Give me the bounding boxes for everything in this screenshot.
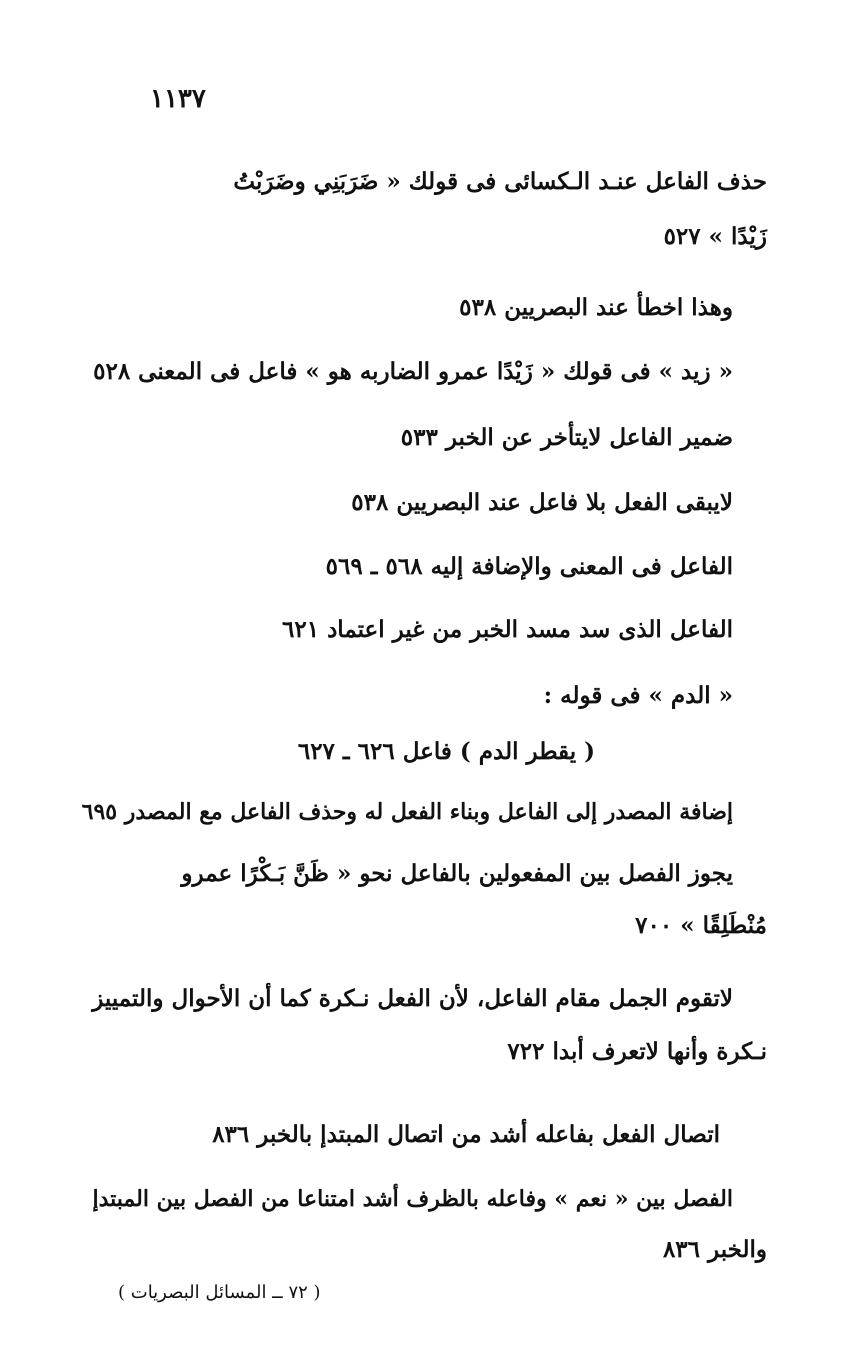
index-line: زَيْدًا » ٥٢٧ bbox=[663, 223, 767, 250]
index-line: ( يقطر الدم ) فاعل ٦٢٦ ـ ٦٢٧ bbox=[297, 738, 595, 765]
index-line: نـكرة وأنها لاتعرف أبدا ٧٢٢ bbox=[507, 1038, 767, 1065]
index-line: الفاعل الذى سد مسد الخبر من غير اعتماد ٦٢١ bbox=[282, 616, 733, 643]
index-line: الفاعل فى المعنى والإضافة إليه ٥٦٨ ـ ٥٦٩ bbox=[325, 553, 733, 580]
index-line: « زيد » فى قولك « زَيْدًا عمرو الضاربه هو » فاعل فى المعنى ٥٢٨ bbox=[93, 358, 733, 385]
index-line: ضمير الفاعل لايتأخر عن الخبر ٥٣٣ bbox=[400, 424, 733, 451]
index-line: مُنْطَلِقًا » ٧٠٠ bbox=[635, 912, 767, 939]
index-line: اتصال الفعل بفاعله أشد من اتصال المبتدإ بالخبر ٨٣٦ bbox=[212, 1121, 720, 1148]
page-number: ١١٣٧ bbox=[150, 84, 206, 114]
footer-signature: ( ٧٢ ــ المسائل البصريات ) bbox=[118, 1282, 321, 1303]
index-line: إضافة المصدر إلى الفاعل وبناء الفعل له وحذف الفاعل مع المصدر ٦٩٥ bbox=[81, 799, 733, 825]
index-line: لايبقى الفعل بلا فاعل عند البصريين ٥٣٨ bbox=[351, 489, 733, 516]
index-line: والخبر ٨٣٦ bbox=[662, 1236, 767, 1263]
index-line: يجوز الفصل بين المفعولين بالفاعل نحو « ظَنَّ بَـكْرًا عمرو bbox=[181, 860, 733, 887]
index-line: الفصل بين « نعم » وفاعله بالظرف أشد امتناعا من الفصل بين المبتدإ bbox=[92, 1186, 733, 1212]
index-line: « الدم » فى قوله : bbox=[543, 682, 733, 709]
index-line: وهذا اخطأ عند البصريين ٥٣٨ bbox=[459, 294, 733, 321]
index-line: لاتقوم الجمل مقام الفاعل، لأن الفعل نـكرة كما أن الأحوال والتمييز bbox=[92, 985, 733, 1012]
index-line: حذف الفاعل عنـد الـكسائى فى قولك « ضَرَبَنِي وضَرَبْتُ bbox=[233, 168, 767, 195]
